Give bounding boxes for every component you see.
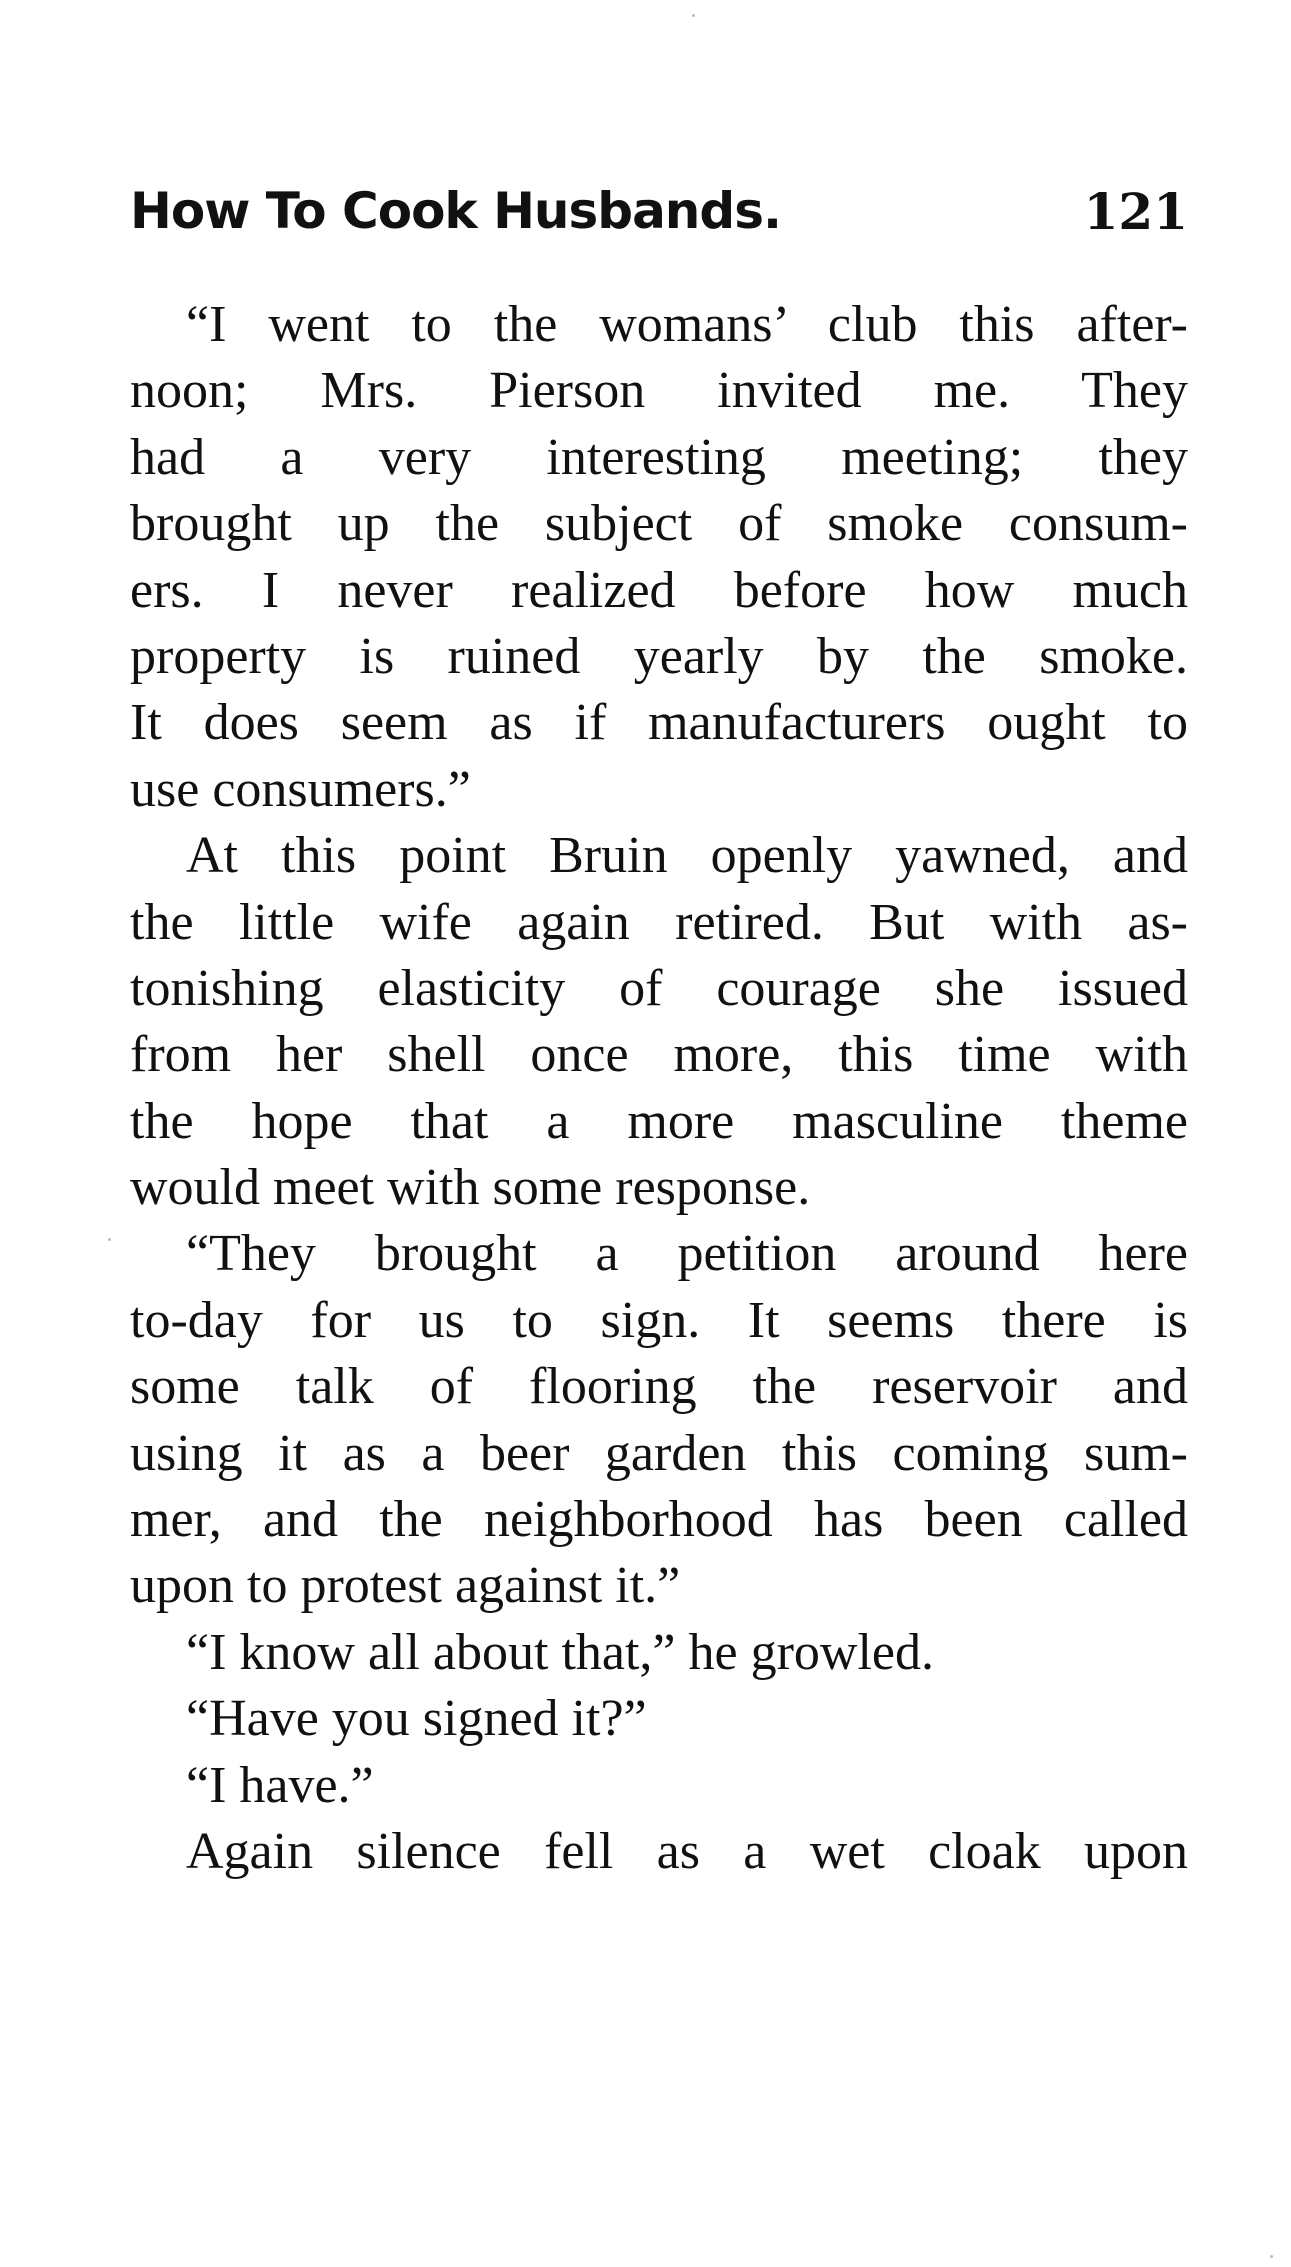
- text-line: would meet with some response.: [130, 1159, 811, 1217]
- text-line: mer, and the neighborhood has been called: [130, 1491, 1188, 1549]
- page-number: 121: [1083, 182, 1188, 241]
- text-line: the little wife again retired. But with as-: [130, 893, 1188, 951]
- text-line: “I know all about that,” he growled.: [186, 1623, 934, 1681]
- scan-speck: [692, 14, 695, 17]
- text-line: “Have you signed it?”: [186, 1690, 647, 1748]
- text-line: It does seem as if manufacturers ought to: [130, 694, 1188, 752]
- text-line: At this point Bruin openly yawned, and: [186, 827, 1188, 885]
- text-line: using it as a beer garden this coming sum-: [130, 1424, 1188, 1482]
- body-text: [130, 292, 1188, 1885]
- text-line: property is ruined yearly by the smoke.: [130, 627, 1188, 685]
- text-line: tonishing elasticity of courage she issued: [130, 959, 1188, 1017]
- text-line: ers. I never realized before how much: [130, 561, 1188, 619]
- text-line: from her shell once more, this time with: [130, 1026, 1188, 1084]
- scan-speck: [108, 1238, 111, 1241]
- text-line: “They brought a petition around here: [186, 1225, 1188, 1283]
- page-header: [130, 182, 1188, 252]
- text-line: had a very interesting meeting; they: [130, 428, 1188, 486]
- text-line: to-day for us to sign. It seems there is: [130, 1291, 1188, 1349]
- text-line: Again silence fell as a wet cloak upon: [186, 1822, 1188, 1880]
- text-line: some talk of flooring the reservoir and: [130, 1358, 1188, 1416]
- text-line: upon to protest against it.”: [130, 1557, 681, 1615]
- text-line: “I have.”: [186, 1756, 374, 1814]
- text-line: “I went to the womans’ club this after-: [186, 296, 1188, 353]
- scan-speck: [1270, 2255, 1273, 2258]
- text-line: brought up the subject of smoke consum-: [130, 495, 1188, 553]
- running-head: How To Cook Husbands.: [130, 182, 781, 240]
- text-line: noon; Mrs. Pierson invited me. They: [130, 362, 1188, 420]
- text-line: use consumers.”: [130, 760, 471, 818]
- text-line: the hope that a more masculine theme: [130, 1092, 1188, 1150]
